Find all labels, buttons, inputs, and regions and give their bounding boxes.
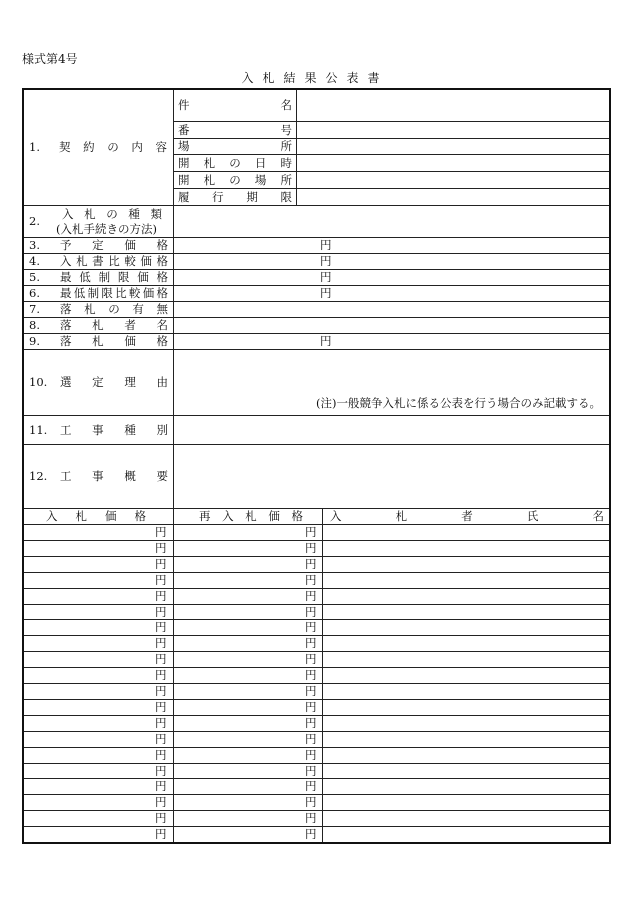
bid-yen-unit: 円	[155, 605, 167, 619]
rebid-yen-unit: 円	[305, 716, 317, 730]
table-row-divider	[24, 810, 609, 811]
bid-yen-unit: 円	[155, 573, 167, 587]
section-number: 4.	[29, 254, 40, 268]
section-label: 工 事 概 要	[60, 469, 168, 483]
table-row-divider	[24, 731, 609, 732]
contract-label: 契 約 の 内 容	[59, 140, 167, 154]
section-label: 入 札 書 比 較 価 格	[60, 254, 168, 268]
table-row-divider	[24, 635, 609, 636]
section-number: 10.	[29, 375, 48, 389]
table-row-divider	[24, 588, 609, 589]
section-divider	[24, 444, 609, 445]
contract-item-label: 件 名	[178, 98, 292, 112]
rebid-yen-unit: 円	[305, 668, 317, 682]
section-number: 1.	[29, 140, 40, 154]
rebid-yen-unit: 円	[305, 827, 317, 841]
bid-yen-unit: 円	[155, 700, 167, 714]
table-row-divider	[24, 826, 609, 827]
rebid-yen-unit: 円	[305, 636, 317, 650]
section-label: 予 定 価 格	[60, 238, 168, 252]
bid-yen-unit: 円	[155, 557, 167, 571]
table-row-divider	[24, 556, 609, 557]
table-row-divider	[24, 619, 609, 620]
section-label: 工 事 種 別	[60, 422, 168, 437]
section-number: 12.	[29, 469, 48, 483]
rebid-yen-unit: 円	[305, 605, 317, 619]
bidder-name-header: 入 札 者 氏 名	[330, 509, 604, 523]
rebid-yen-unit: 円	[305, 620, 317, 634]
bid-yen-unit: 円	[155, 764, 167, 778]
yen-unit: 円	[320, 286, 332, 300]
selection-note: (注)一般競争入札に係る公表を行う場合のみ記載する。	[316, 396, 601, 410]
section-label: 落 札 の 有 無	[60, 302, 168, 316]
rebid-yen-unit: 円	[305, 732, 317, 746]
yen-unit: 円	[320, 270, 332, 284]
bid-yen-unit: 円	[155, 620, 167, 634]
label-divider	[173, 205, 174, 508]
table-row-divider	[24, 683, 609, 684]
contract-item-label: 番 号	[178, 122, 292, 137]
bid-yen-unit: 円	[155, 652, 167, 666]
table-row-divider	[24, 699, 609, 700]
bid-yen-unit: 円	[155, 668, 167, 682]
section-divider	[24, 205, 609, 206]
section-label: 選 定 理 由	[60, 375, 168, 389]
rebid-yen-unit: 円	[305, 811, 317, 825]
section-label: 落 札 者 名	[60, 318, 168, 332]
bid-yen-unit: 円	[155, 811, 167, 825]
table-row-divider	[24, 715, 609, 716]
page-title: 入札結果公表書	[241, 71, 389, 85]
section-number: 8.	[29, 318, 40, 332]
form-number: 様式第4号	[22, 52, 78, 66]
rebid-yen-unit: 円	[305, 795, 317, 809]
table-row-divider	[24, 572, 609, 573]
section-number: 6.	[29, 286, 40, 300]
rebid-yen-unit: 円	[305, 764, 317, 778]
section-number: 11.	[29, 422, 48, 437]
table-row-divider	[24, 778, 609, 779]
rebid-yen-unit: 円	[305, 589, 317, 603]
rebid-yen-unit: 円	[305, 652, 317, 666]
contract-item-label: 開 札 の 日 時	[178, 155, 292, 170]
table-row-divider	[24, 651, 609, 652]
rebid-yen-unit: 円	[305, 684, 317, 698]
bid-yen-unit: 円	[155, 732, 167, 746]
section-label: 落 札 価 格	[60, 334, 168, 348]
yen-unit: 円	[320, 334, 332, 348]
bid-price-header: 入 札 価 格	[46, 509, 146, 523]
section-sublabel: (入札手続きの方法)	[56, 222, 157, 236]
yen-unit: 円	[320, 238, 332, 252]
rebid-yen-unit: 円	[305, 557, 317, 571]
contract-item-label: 場 所	[178, 139, 292, 153]
section-number: 3.	[29, 238, 40, 252]
bid-yen-unit: 円	[155, 636, 167, 650]
bid-yen-unit: 円	[155, 748, 167, 762]
section-number: 7.	[29, 302, 40, 316]
bid-yen-unit: 円	[155, 525, 167, 539]
bid-yen-unit: 円	[155, 827, 167, 841]
bid-yen-unit: 円	[155, 541, 167, 555]
table-row-divider	[24, 540, 609, 541]
rebid-yen-unit: 円	[305, 525, 317, 539]
section-divider	[24, 415, 609, 416]
contract-item-label: 開 札 の 場 所	[178, 172, 292, 187]
bid-yen-unit: 円	[155, 684, 167, 698]
rebid-yen-unit: 円	[305, 748, 317, 762]
section-label: 最 低 制 限 比 較 価 格	[60, 286, 168, 300]
bid-yen-unit: 円	[155, 589, 167, 603]
form-frame	[22, 88, 611, 844]
rebid-yen-unit: 円	[305, 700, 317, 714]
table-row-divider	[24, 794, 609, 795]
bid-yen-unit: 円	[155, 779, 167, 793]
table-row-divider	[24, 667, 609, 668]
table-row-divider	[24, 604, 609, 605]
section-number: 5.	[29, 270, 40, 284]
rebid-yen-unit: 円	[305, 573, 317, 587]
section-label: 入 札 の 種 類	[62, 207, 162, 221]
table-row-divider	[24, 763, 609, 764]
bid-yen-unit: 円	[155, 716, 167, 730]
yen-unit: 円	[320, 254, 332, 268]
table-header-divider	[24, 524, 609, 525]
rebid-yen-unit: 円	[305, 779, 317, 793]
section-number: 2.	[29, 214, 40, 228]
rebid-yen-unit: 円	[305, 541, 317, 555]
section-label: 最 低 制 限 価 格	[60, 270, 168, 284]
contract-item-label: 履 行 期 限	[178, 189, 292, 204]
section-number: 9.	[29, 334, 40, 348]
rebid-column-divider	[322, 508, 323, 842]
table-row-divider	[24, 747, 609, 748]
rebid-price-header: 再 入 札 価 格	[199, 509, 303, 523]
bid-column-divider	[173, 508, 174, 842]
section-divider	[24, 349, 609, 350]
bid-yen-unit: 円	[155, 795, 167, 809]
